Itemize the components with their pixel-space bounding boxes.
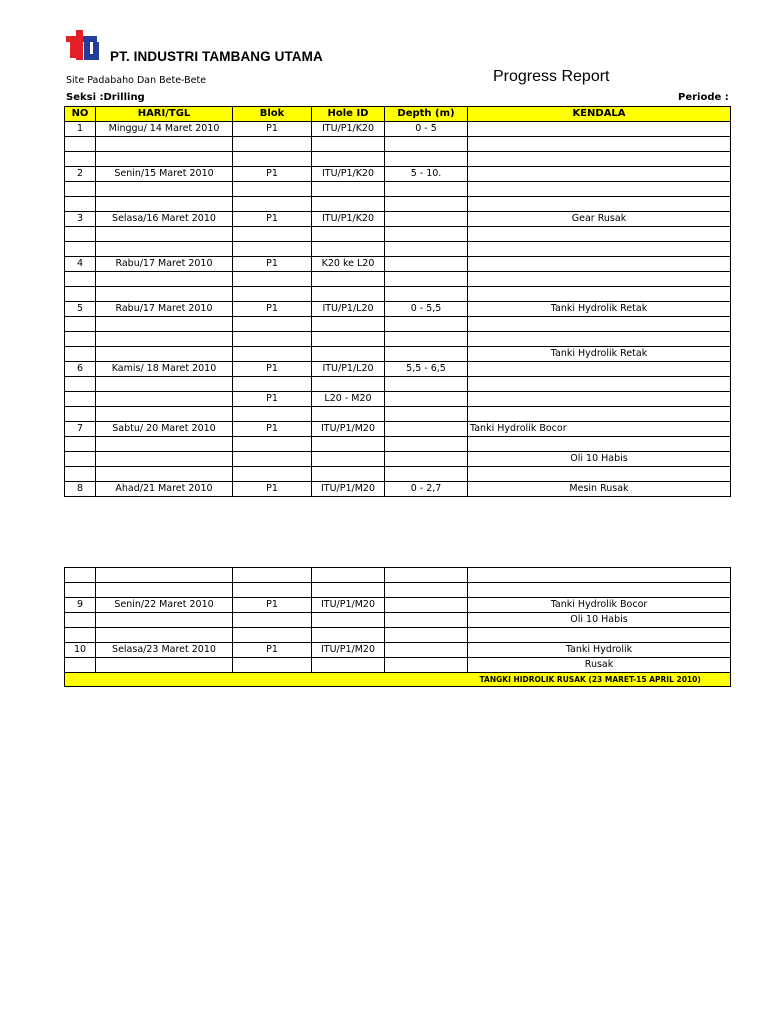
cell-blok: P1 [233,482,312,497]
cell-blok: P1 [233,302,312,317]
cell-no [65,583,96,598]
table-row [65,227,731,242]
table-row [65,242,731,257]
cell-blok [233,182,312,197]
table-row [65,212,731,227]
cell-kendala [468,583,731,598]
cell-hari-tgl [96,197,233,212]
cell-kendala [468,317,731,332]
table-row [65,302,731,317]
cell-depth [385,212,468,227]
table-row [65,137,731,152]
column-header-no: NO [65,107,96,122]
table-row [65,452,731,467]
cell-no: 10 [65,643,96,658]
cell-depth: 5 - 10. [385,167,468,182]
cell-hari-tgl: Kamis/ 18 Maret 2010 [96,362,233,377]
cell-no: 5 [65,302,96,317]
table-row [65,467,731,482]
cell-hole-id [312,227,385,242]
cell-no [65,392,96,407]
cell-hari-tgl [96,317,233,332]
table-row [65,568,731,583]
cell-depth: 0 - 2,7 [385,482,468,497]
cell-kendala [468,167,731,182]
cell-blok [233,347,312,362]
cell-hole-id: ITU/P1/L20 [312,362,385,377]
cell-hari-tgl [96,407,233,422]
column-header-hole-id: Hole ID [312,107,385,122]
cell-depth [385,583,468,598]
table-row [65,122,731,137]
cell-blok [233,152,312,167]
cell-blok [233,628,312,643]
cell-depth [385,643,468,658]
table-row [65,407,731,422]
cell-blok: P1 [233,598,312,613]
cell-hole-id [312,658,385,673]
column-header-blok: Blok [233,107,312,122]
column-header-hari-tgl: HARI/TGL [96,107,233,122]
cell-no: 9 [65,598,96,613]
cell-blok [233,287,312,302]
cell-hari-tgl: Rabu/17 Maret 2010 [96,257,233,272]
cell-hari-tgl [96,152,233,167]
cell-hari-tgl [96,377,233,392]
cell-depth [385,422,468,437]
cell-kendala [468,182,731,197]
cell-hole-id [312,137,385,152]
table-row [65,272,731,287]
cell-depth: 0 - 5,5 [385,302,468,317]
cell-no [65,452,96,467]
cell-hari-tgl [96,583,233,598]
cell-hole-id [312,452,385,467]
cell-hole-id [312,152,385,167]
cell-blok [233,583,312,598]
cell-hari-tgl [96,332,233,347]
cell-kendala [468,197,731,212]
cell-depth [385,568,468,583]
cell-hari-tgl: Selasa/23 Maret 2010 [96,643,233,658]
cell-no [65,628,96,643]
cell-no [65,658,96,673]
cell-hole-id: ITU/P1/M20 [312,482,385,497]
cell-blok [233,407,312,422]
cell-hole-id [312,182,385,197]
cell-depth [385,392,468,407]
cell-blok [233,242,312,257]
cell-no [65,332,96,347]
company-logo-icon [66,30,106,66]
cell-no [65,407,96,422]
cell-blok: P1 [233,257,312,272]
cell-hari-tgl [96,272,233,287]
progress-table [64,106,731,497]
cell-depth [385,182,468,197]
cell-depth [385,197,468,212]
cell-hole-id: K20 ke L20 [312,257,385,272]
table-row [65,347,731,362]
table-row [65,643,731,658]
report-title: Progress Report [493,68,610,85]
cell-no: 6 [65,362,96,377]
cell-blok [233,332,312,347]
cell-hari-tgl [96,613,233,628]
cell-kendala [468,407,731,422]
cell-hari-tgl [96,287,233,302]
cell-hari-tgl [96,347,233,362]
cell-kendala: Oli 10 Habis [468,613,731,628]
table-row [65,628,731,643]
cell-blok [233,272,312,287]
cell-hari-tgl: Minggu/ 14 Maret 2010 [96,122,233,137]
cell-blok [233,437,312,452]
table-row [65,422,731,437]
cell-kendala: Tanki Hydrolik Retak [468,347,731,362]
cell-blok [233,452,312,467]
cell-no [65,272,96,287]
cell-depth [385,467,468,482]
cell-no [65,377,96,392]
cell-kendala: Tanki Hydrolik [468,643,731,658]
table-row [65,392,731,407]
cell-hole-id [312,407,385,422]
cell-depth [385,272,468,287]
cell-no: 4 [65,257,96,272]
table-row [65,257,731,272]
cell-kendala [468,242,731,257]
cell-no [65,242,96,257]
cell-depth: 0 - 5 [385,122,468,137]
cell-no [65,152,96,167]
cell-kendala: Gear Rusak [468,212,731,227]
cell-no [65,182,96,197]
cell-hari-tgl: Selasa/16 Maret 2010 [96,212,233,227]
cell-kendala: Mesin Rusak [468,482,731,497]
cell-kendala [468,392,731,407]
progress-table-continued [64,567,731,687]
cell-hole-id [312,317,385,332]
cell-hari-tgl [96,658,233,673]
table-row [65,197,731,212]
column-header-kendala: KENDALA [468,107,731,122]
cell-depth [385,437,468,452]
cell-hole-id [312,583,385,598]
footer-blank [65,673,96,687]
cell-hole-id: ITU/P1/M20 [312,422,385,437]
cell-depth [385,227,468,242]
table-row [65,152,731,167]
periode-label: Periode : [678,92,729,103]
cell-no: 1 [65,122,96,137]
cell-hari-tgl [96,568,233,583]
cell-no: 7 [65,422,96,437]
cell-kendala [468,332,731,347]
cell-depth [385,287,468,302]
cell-kendala [468,437,731,452]
cell-no [65,287,96,302]
cell-blok [233,467,312,482]
table-row [65,332,731,347]
column-header-depth: Depth (m) [385,107,468,122]
table-row [65,167,731,182]
cell-kendala [468,377,731,392]
cell-no: 8 [65,482,96,497]
cell-hole-id [312,628,385,643]
cell-blok: P1 [233,362,312,377]
cell-depth: 5,5 - 6,5 [385,362,468,377]
cell-blok [233,227,312,242]
cell-hole-id: ITU/P1/K20 [312,212,385,227]
cell-hari-tgl: Senin/15 Maret 2010 [96,167,233,182]
cell-hole-id [312,377,385,392]
cell-blok [233,377,312,392]
table-row [65,287,731,302]
cell-hole-id [312,568,385,583]
cell-hari-tgl [96,467,233,482]
cell-kendala [468,137,731,152]
table-row [65,377,731,392]
cell-kendala: Tanki Hydrolik Bocor [468,598,731,613]
cell-blok: P1 [233,122,312,137]
cell-no [65,467,96,482]
cell-kendala [468,272,731,287]
table-row [65,437,731,452]
table-row [65,317,731,332]
cell-hole-id: L20 - M20 [312,392,385,407]
cell-hari-tgl: Rabu/17 Maret 2010 [96,302,233,317]
table-row [65,613,731,628]
cell-kendala [468,122,731,137]
cell-blok: P1 [233,212,312,227]
seksi-label: Seksi :Drilling [66,92,145,103]
cell-kendala: Rusak [468,658,731,673]
cell-hole-id: ITU/P1/K20 [312,167,385,182]
cell-blok [233,197,312,212]
cell-no [65,347,96,362]
table-row [65,182,731,197]
table-row [65,658,731,673]
cell-hole-id [312,272,385,287]
cell-hole-id [312,437,385,452]
cell-depth [385,377,468,392]
cell-depth [385,407,468,422]
cell-no: 2 [65,167,96,182]
cell-no [65,197,96,212]
cell-hari-tgl [96,452,233,467]
cell-no [65,437,96,452]
cell-depth [385,152,468,167]
cell-hole-id [312,287,385,302]
cell-hole-id [312,613,385,628]
cell-blok: P1 [233,422,312,437]
cell-no [65,613,96,628]
footer-note: TANGKI HIDROLIK RUSAK (23 MARET-15 APRIL 2010) [96,673,731,687]
site-name: Site Padabaho Dan Bete-Bete [66,75,207,86]
cell-depth [385,332,468,347]
cell-hari-tgl [96,227,233,242]
cell-depth [385,137,468,152]
cell-no [65,227,96,242]
table-row [65,362,731,377]
cell-hole-id [312,467,385,482]
cell-kendala [468,257,731,272]
cell-hole-id: ITU/P1/M20 [312,643,385,658]
cell-hari-tgl: Senin/22 Maret 2010 [96,598,233,613]
table-row [65,482,731,497]
cell-no: 3 [65,212,96,227]
cell-depth [385,347,468,362]
cell-hari-tgl: Sabtu/ 20 Maret 2010 [96,422,233,437]
cell-no [65,137,96,152]
cell-hole-id [312,197,385,212]
cell-hole-id [312,242,385,257]
cell-depth [385,598,468,613]
cell-hole-id: ITU/P1/L20 [312,302,385,317]
cell-hole-id: ITU/P1/K20 [312,122,385,137]
table-row [65,598,731,613]
cell-depth [385,628,468,643]
cell-kendala: Tanki Hydrolik Retak [468,302,731,317]
cell-blok: P1 [233,167,312,182]
cell-kendala [468,467,731,482]
cell-no [65,568,96,583]
cell-blok [233,317,312,332]
cell-depth [385,613,468,628]
cell-depth [385,242,468,257]
cell-kendala [468,628,731,643]
cell-hole-id [312,347,385,362]
cell-hari-tgl: Ahad/21 Maret 2010 [96,482,233,497]
cell-hari-tgl [96,392,233,407]
company-name: PT. INDUSTRI TAMBANG UTAMA [110,49,323,64]
cell-blok [233,568,312,583]
cell-hari-tgl [96,242,233,257]
cell-hari-tgl [96,628,233,643]
cell-kendala [468,152,731,167]
cell-depth [385,257,468,272]
cell-hari-tgl [96,437,233,452]
cell-kendala [468,287,731,302]
cell-kendala [468,362,731,377]
cell-hari-tgl [96,137,233,152]
cell-hari-tgl [96,182,233,197]
cell-depth [385,452,468,467]
cell-depth [385,317,468,332]
cell-kendala [468,227,731,242]
cell-blok: P1 [233,392,312,407]
cell-hole-id [312,332,385,347]
table-row [65,583,731,598]
cell-blok [233,613,312,628]
cell-no [65,317,96,332]
cell-kendala: Tanki Hydrolik Bocor [468,422,731,437]
cell-blok [233,137,312,152]
cell-hole-id: ITU/P1/M20 [312,598,385,613]
cell-depth [385,658,468,673]
cell-blok: P1 [233,643,312,658]
cell-blok [233,658,312,673]
cell-kendala: Oli 10 Habis [468,452,731,467]
cell-kendala [468,568,731,583]
